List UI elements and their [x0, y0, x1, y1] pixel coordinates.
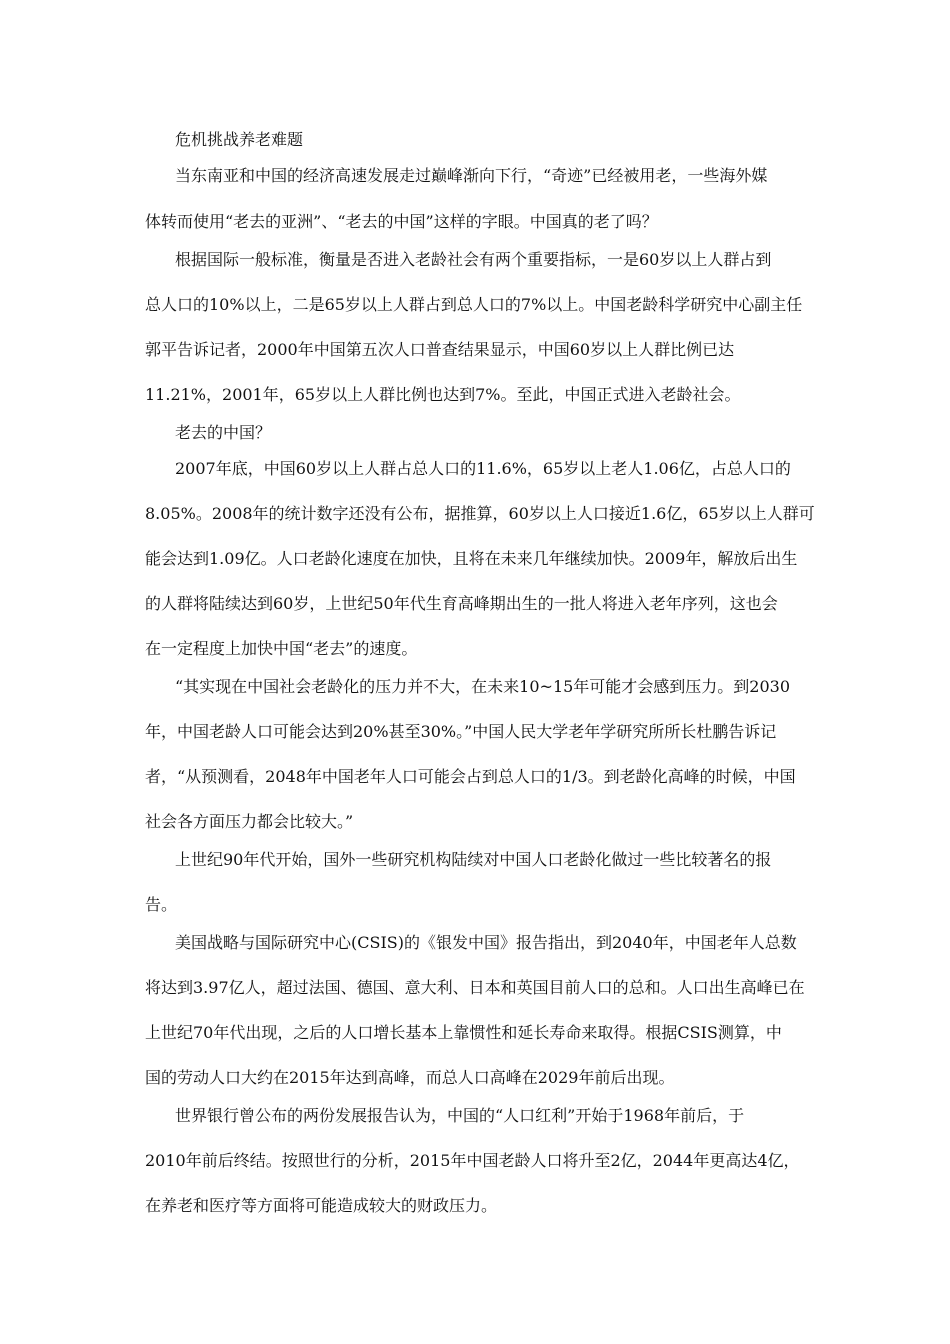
section-heading-crisis: 危机挑战养老难题 [175, 130, 304, 149]
paragraph-line: 美国战略与国际研究中心(CSIS)的《银发中国》报告指出，到2040年，中国老年人总数 [175, 933, 797, 952]
paragraph-line: 者，“从预测看，2048年中国老年人口可能会占到总人口的1/3。到老龄化高峰的时候，中国 [145, 767, 796, 786]
paragraph-line: 11.21%，2001年，65岁以上人群比例也达到7%。至此，中国正式进入老龄社会。 [145, 385, 741, 404]
paragraph-line: 当东南亚和中国的经济高速发展走过巅峰渐向下行，“奇迹”已经被用老，一些海外媒 [175, 166, 768, 185]
paragraph-line: “其实现在中国社会老龄化的压力并不大，在未来10~15年可能才会感到压力。到2030 [175, 677, 791, 696]
paragraph-line: 体转而使用“老去的亚洲”、“老去的中国”这样的字眼。中国真的老了吗？ [145, 212, 658, 231]
paragraph-line: 上世纪70年代出现，之后的人口增长基本上靠惯性和延长寿命来取得。根据CSIS测算，中 [145, 1023, 782, 1042]
paragraph-line: 告。 [145, 895, 178, 914]
paragraph-line: 2010年前后终结。按照世行的分析，2015年中国老龄人口将升至2亿，2044年更高达4亿， [145, 1151, 800, 1170]
paragraph-line: 上世纪90年代开始，国外一些研究机构陆续对中国人口老龄化做过一些比较著名的报 [175, 850, 772, 869]
paragraph-line: 将达到3.97亿人，超过法国、德国、意大利、日本和英国目前人口的总和。人口出生高峰已在 [145, 978, 805, 997]
paragraph-line: 国的劳动人口大约在2015年达到高峰，而总人口高峰在2029年前后出现。 [145, 1068, 675, 1087]
paragraph-line: 社会各方面压力都会比较大。” [145, 812, 354, 831]
paragraph-line: 总人口的10%以上，二是65岁以上人群占到总人口的7%以上。中国老龄科学研究中心副主任 [145, 295, 803, 314]
paragraph-line: 世界银行曾公布的两份发展报告认为，中国的“人口红利”开始于1968年前后，于 [175, 1106, 745, 1125]
paragraph-line: 8.05%。2008年的统计数字还没有公布，据推算，60岁以上人口接近1.6亿，65岁以上人群可 [145, 504, 815, 523]
paragraph-line: 郭平告诉记者，2000年中国第五次人口普查结果显示，中国60岁以上人群比例已达 [145, 340, 735, 359]
paragraph-line: 在养老和医疗等方面将可能造成较大的财政压力。 [145, 1196, 498, 1215]
paragraph-line: 2007年底，中国60岁以上人群占总人口的11.6%，65岁以上老人1.06亿，占总人口的 [175, 459, 791, 478]
paragraph-line: 能会达到1.09亿。人口老龄化速度在加快，且将在未来几年继续加快。2009年，解放后出生 [145, 549, 798, 568]
paragraph-line: 在一定程度上加快中国“老去”的速度。 [145, 639, 418, 658]
paragraph-line: 年，中国老龄人口可能会达到20%甚至30%。”中国人民大学老年学研究所所长杜鹏告诉记 [145, 722, 777, 741]
paragraph-line: 的人群将陆续达到60岁，上世纪50年代生育高峰期出生的一批人将进入老年序列，这也会 [145, 594, 778, 613]
paragraph-line: 根据国际一般标准，衡量是否进入老龄社会有两个重要指标，一是60岁以上人群占到 [175, 250, 772, 269]
section-heading-aging-china: 老去的中国？ [175, 423, 272, 442]
